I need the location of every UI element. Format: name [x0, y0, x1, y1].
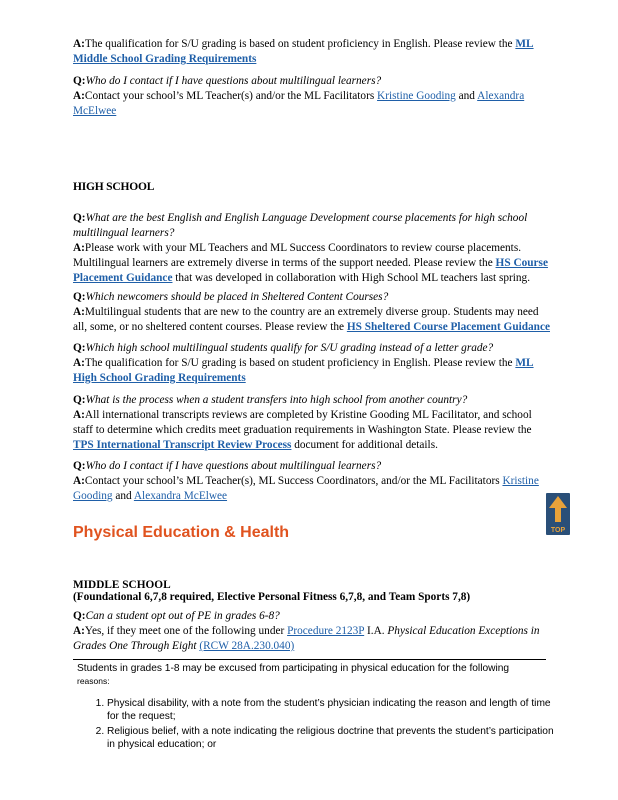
rcw-link[interactable]: (RCW 28A.230.040)	[199, 640, 295, 652]
hs-q4	[73, 393, 553, 453]
alexandra-mcelwee-link[interactable]: Alexandra McElwee	[133, 490, 228, 502]
ms-sug-answer	[73, 37, 553, 67]
answer-italic: Physical Education Exceptions in Grades One Through Eight	[73, 625, 540, 652]
divider	[73, 659, 546, 660]
answer-text: Contact your school’s ML Teacher(s), ML Success Coordinators, and/or the ML Facilitators	[84, 475, 503, 487]
question-label: Q:	[73, 460, 86, 472]
up-arrow-icon	[546, 493, 570, 535]
hs-q1	[73, 211, 553, 286]
question-text: Can a student opt out of PE in grades 6-8?	[85, 610, 280, 622]
answer-text: Multilingual students that are new to the country are an extremely diverse group. Students may need all, some, or no sheltered content courses. Please review the	[73, 306, 539, 333]
question-text: Who do I contact if I have questions about multilingual learners?	[85, 75, 382, 87]
question-label: Q:	[73, 610, 86, 622]
answer-mid: I.A.	[364, 625, 388, 637]
hs-q2	[73, 290, 553, 335]
top-label: TOP	[550, 527, 566, 534]
answer-tail: that was developed in collaboration with High School ML teachers last spring.	[172, 272, 531, 284]
back-to-top-button[interactable]	[546, 493, 570, 535]
pe-q1	[73, 609, 553, 654]
pe-ms-heading	[73, 579, 470, 603]
answer-text: Contact your school’s ML Teacher(s) and/or the ML Facilitators	[84, 90, 378, 102]
excuse-intro-text: Students in grades 1-8 may be excused from participating in physical education for the following	[77, 663, 510, 674]
answer-tail: document for additional details.	[291, 439, 438, 451]
hs-q5	[73, 459, 553, 504]
list-item: 2. Religious belief, with a note indicating the religious doctrine that prevents the student’s participation in physical education; or	[107, 725, 562, 751]
answer-label: A:	[73, 306, 85, 318]
excuse-intro-reasons: reasons:	[77, 676, 110, 686]
hs-q3	[73, 341, 553, 386]
answer-text: All international transcripts reviews are completed by Kristine Gooding ML Facilitator, and school staff to determine which credits meet graduation requirements in Washington State. Please review the	[73, 409, 532, 436]
answer-text: Please work with your ML Teachers and ML Success Coordinators to review course placements. Multilingual learners are extremely diverse in terms of the support needed. Please review the	[73, 242, 522, 269]
pe-health-heading: Physical Education & Health	[73, 524, 290, 541]
question-label: Q:	[73, 75, 86, 87]
answer-text: Yes, if they meet one of the following under	[84, 625, 288, 637]
question-text: What are the best English and English Language Development course placements for high school multilingual learners?	[73, 212, 528, 239]
ms-contact-qa	[73, 74, 553, 119]
reasons-list	[93, 697, 562, 753]
question-text: What is the process when a student transfers into high school from another country?	[85, 394, 468, 406]
answer-label: A:	[73, 357, 85, 369]
answer-label: A:	[73, 242, 85, 254]
hs-grading-link[interactable]: ML High School Grading Requirements	[73, 357, 534, 384]
kristine-gooding-link[interactable]: Kristine Gooding	[377, 90, 456, 102]
list-item: 1. Physical disability, with a note from the student’s physician indicating the reason and length of time for the request;	[107, 697, 562, 723]
and-text: and	[455, 90, 478, 102]
answer-label: A:	[73, 409, 85, 421]
question-label: Q:	[73, 212, 86, 224]
high-school-heading: HIGH SCHOOL	[73, 181, 155, 193]
hs-sheltered-link[interactable]: HS Sheltered Course Placement Guidance	[346, 321, 550, 333]
question-label: Q:	[73, 291, 86, 303]
pe-ms-title: MIDDLE SCHOOL	[73, 579, 171, 591]
answer-text: The qualification for S/U grading is based on student proficiency in English. Please review the	[84, 38, 516, 50]
question-text: Who do I contact if I have questions about multilingual learners?	[85, 460, 382, 472]
question-label: Q:	[73, 342, 86, 354]
pe-ms-courses: (Foundational 6,7,8 required, Elective Personal Fitness 6,7,8, and Team Sports 7,8)	[73, 591, 471, 603]
answer-text: The qualification for S/U grading is based on student proficiency in English. Please review the	[84, 357, 516, 369]
question-text: Which high school multilingual students qualify for S/U grading instead of a letter grade?	[85, 342, 494, 354]
excuse-intro	[77, 662, 547, 688]
answer-label: A:	[73, 625, 85, 637]
and-text: and	[112, 490, 134, 502]
hs-course-placement-link[interactable]: HS Course Placement Guidance	[73, 257, 548, 284]
alexandra-mcelwee-link[interactable]: Alexandra McElwee	[73, 90, 525, 117]
kristine-gooding-link[interactable]: Kristine Gooding	[73, 475, 539, 502]
transcript-review-link[interactable]: TPS International Transcript Review Process	[73, 439, 292, 451]
ms-grading-link[interactable]: ML Middle School Grading Requirements	[73, 38, 534, 65]
procedure-2123p-link[interactable]: Procedure 2123P	[287, 625, 365, 637]
question-text: Which newcomers should be placed in Sheltered Content Courses?	[85, 291, 389, 303]
answer-label: A:	[73, 38, 85, 50]
answer-label: A:	[73, 475, 85, 487]
answer-label: A:	[73, 90, 85, 102]
question-label: Q:	[73, 394, 86, 406]
